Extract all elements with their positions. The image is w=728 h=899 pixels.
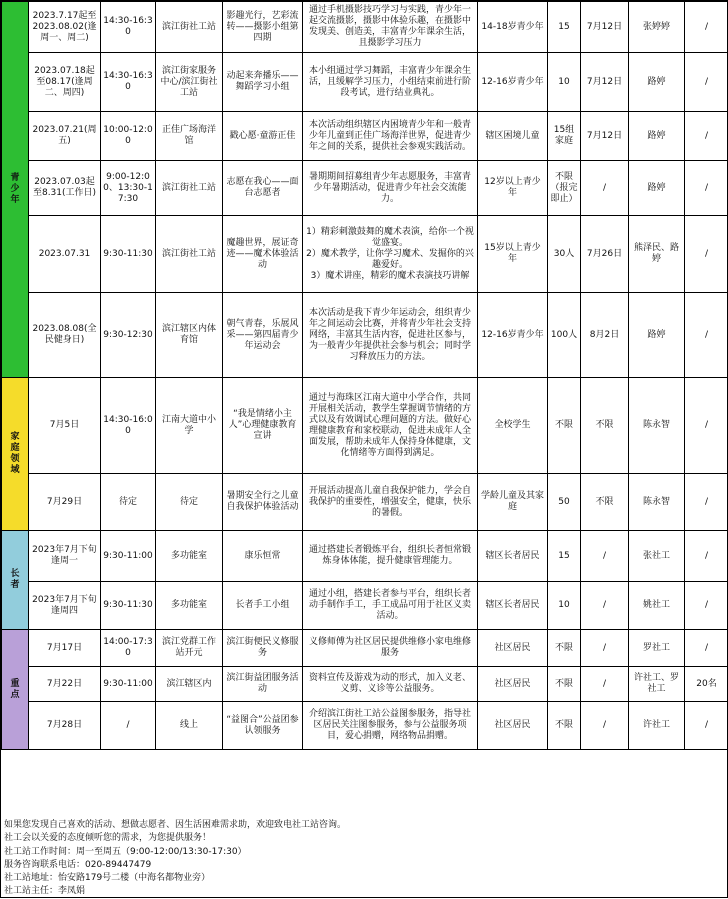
table-row	[2, 216, 728, 293]
deadline-cell: /	[581, 630, 629, 667]
deadline-cell: /	[581, 702, 629, 750]
deadline-cell: /	[581, 582, 629, 630]
target-cell: 社区居民	[478, 702, 548, 750]
quota-cell: 15	[548, 2, 581, 53]
activity-name-cell: 动起来奔播乐——舞蹈学习小组	[223, 53, 303, 112]
activity-name-cell: 滨江街便民义修服务	[223, 630, 303, 667]
quota-cell: 不限	[548, 630, 581, 667]
time-cell: 9:30-11:30	[101, 216, 156, 293]
place-cell: 滨江党群工作站开元	[156, 630, 223, 667]
table-row	[2, 2, 728, 53]
remark-cell: 20名	[685, 667, 728, 702]
remark-cell: /	[685, 2, 728, 53]
contact-cell: 路婷	[629, 161, 685, 216]
remark-cell: /	[685, 216, 728, 293]
deadline-cell: 7月12日	[581, 2, 629, 53]
remark-cell: /	[685, 582, 728, 630]
place-cell: 滨江辖区内	[156, 667, 223, 702]
remark-cell: /	[685, 53, 728, 112]
place-cell: 正佳广场海洋馆	[156, 112, 223, 161]
remark-cell: /	[685, 378, 728, 474]
date-cell: 7月28日	[29, 702, 101, 750]
deadline-cell: 7月26日	[581, 216, 629, 293]
contact-cell: 张婷婷	[629, 2, 685, 53]
time-cell: 9:30-11:30	[101, 582, 156, 630]
quota-cell: 30人	[548, 216, 581, 293]
target-cell: 社区居民	[478, 630, 548, 667]
time-cell: 14:00-17:30	[101, 630, 156, 667]
deadline-cell: /	[581, 161, 629, 216]
time-cell: /	[101, 702, 156, 750]
remark-cell: /	[685, 161, 728, 216]
date-cell: 7月5日	[29, 378, 101, 474]
activity-name-cell: 影趣光行，艺彩流转——摄影小组第四期	[223, 2, 303, 53]
content-cell: 暑期期间招募组青少年志愿服务，丰富青少年暑期活动，促进青少年社会交流能力。	[303, 161, 478, 216]
date-cell: 2023.07.03起至8.31(工作日)	[29, 161, 101, 216]
time-cell: 9:30-11:00	[101, 667, 156, 702]
deadline-cell: 8月2日	[581, 293, 629, 378]
target-cell: 12-16岁青少年	[478, 293, 548, 378]
date-cell: 2023.08.08(全民健身日)	[29, 293, 101, 378]
place-cell: 江南大道中小学	[156, 378, 223, 474]
quota-cell: 50	[548, 474, 581, 531]
footer-line: 社工会以关爱的态度倾听您的需求，为您提供服务！	[4, 832, 724, 845]
date-cell: 2023年7月下旬逢周一	[29, 531, 101, 582]
date-cell: 2023.7.17起至2023.08.02(逢周一、周二)	[29, 2, 101, 53]
target-cell: 学龄儿童及其家庭	[478, 474, 548, 531]
content-cell: 资料宣传及游戏为动的形式，加入义老、义剪、义诊等公益服务。	[303, 667, 478, 702]
remark-cell: /	[685, 112, 728, 161]
time-cell: 10:00-12:00	[101, 112, 156, 161]
time-cell: 14:30-16:30	[101, 53, 156, 112]
footer-line: 社工站主任：李凤娟	[4, 885, 724, 898]
remark-cell: /	[685, 630, 728, 667]
place-cell: 滨江街家服务中心/滨江街社工站	[156, 53, 223, 112]
contact-cell: 姚社工	[629, 582, 685, 630]
quota-cell: 100人	[548, 293, 581, 378]
table-row	[2, 293, 728, 378]
activity-name-cell: 魔趣世界，展证奇迹——魔术体验活动	[223, 216, 303, 293]
table-row	[2, 702, 728, 750]
category-family: 家 庭 领 域	[2, 378, 29, 531]
time-cell: 9:30-12:30	[101, 293, 156, 378]
table-row	[2, 531, 728, 582]
place-cell: 滨江街社工站	[156, 2, 223, 53]
table-row	[2, 582, 728, 630]
content-cell: 本次活动是我下青少年运动会，组织青少年之间运动会比赛，并将青少年社会支持网络，丰富其生活内容，促进社区参与，为一般青少年提供社会参与机会；同时学习释放压力的方法。	[303, 293, 478, 378]
quota-cell: 15	[548, 531, 581, 582]
content-cell: 本小组通过学习舞蹈，丰富青少年课余生活，且缓解学习压力，小组结束前进行阶段考试，进行结业典礼。	[303, 53, 478, 112]
footer-line: 如果您发现自己喜欢的活动、想做志愿者、因生活困难需求助，欢迎致电社工站咨询。	[4, 819, 724, 832]
deadline-cell: 不限	[581, 474, 629, 531]
content-cell: 通过搭建长者锻炼平台，组织长者恒常锻炼身体体能，提升健康管理能力。	[303, 531, 478, 582]
target-cell: 社区居民	[478, 667, 548, 702]
target-cell: 辖区困境儿童	[478, 112, 548, 161]
table-row	[2, 667, 728, 702]
contact-cell: 路婷	[629, 112, 685, 161]
quota-cell: 15组家庭	[548, 112, 581, 161]
content-cell: 本次活动组织辖区内困境青少年和一般青少年儿童到正佳广场海洋世界，促进青少年之间的关系，提供社会参观实践活动。	[303, 112, 478, 161]
activity-name-cell: 戳心愿·童游正佳	[223, 112, 303, 161]
time-cell: 14:30-16:00	[101, 378, 156, 474]
table-row	[2, 53, 728, 112]
place-cell: 滨江街社工站	[156, 216, 223, 293]
quota-cell: 不限	[548, 702, 581, 750]
place-cell: 多功能室	[156, 531, 223, 582]
activity-name-cell: 朝气青春，乐展风采——第四届青少年运动会	[223, 293, 303, 378]
place-cell: 待定	[156, 474, 223, 531]
footer-notes	[4, 819, 724, 899]
activity-table	[1, 1, 728, 750]
date-cell: 2023年7月下旬逢周四	[29, 582, 101, 630]
target-cell: 15岁以上青少年	[478, 216, 548, 293]
contact-cell: 张社工	[629, 531, 685, 582]
activity-name-cell: 暑期安全行之儿童自我保护体验活动	[223, 474, 303, 531]
deadline-cell: 不限	[581, 378, 629, 474]
date-cell: 7月17日	[29, 630, 101, 667]
target-cell: 辖区长者居民	[478, 582, 548, 630]
target-cell: 全校学生	[478, 378, 548, 474]
place-cell: 滨江街社工站	[156, 161, 223, 216]
target-cell: 辖区长者居民	[478, 531, 548, 582]
activity-name-cell: 康乐恒常	[223, 531, 303, 582]
deadline-cell: 7月12日	[581, 53, 629, 112]
time-cell: 待定	[101, 474, 156, 531]
remark-cell: /	[685, 702, 728, 750]
table-row	[2, 474, 728, 531]
footer-line: 社工站地址：怡安路179号二楼（中海名都物业旁）	[4, 872, 724, 885]
contact-cell: 陈永智	[629, 378, 685, 474]
table-row	[2, 630, 728, 667]
content-cell: 介绍滨江街社工站公益图参服务，指导社区居民关注图参服务，参与公益服务项目，爱心捐赠，网络物品捐赠。	[303, 702, 478, 750]
activity-name-cell: 志愿在我心——面台志愿者	[223, 161, 303, 216]
activity-name-cell: 长者手工小组	[223, 582, 303, 630]
footer-line: 服务咨询联系电话：020-89447479	[4, 859, 724, 872]
content-cell: 1）精彩刺激鼓舞的魔术表演，给你一个视觉盛宴。 2）魔术教学，让你学习魔术、发掘你的兴趣爱好。 3）魔术讲座，精彩的魔术表演技巧讲解	[303, 216, 478, 293]
activity-name-cell: “益图合”公益团参认领服务	[223, 702, 303, 750]
place-cell: 滨江辖区内体育馆	[156, 293, 223, 378]
time-cell: 14:30-16:30	[101, 2, 156, 53]
contact-cell: 熊泽民、路婷	[629, 216, 685, 293]
contact-cell: 路婷	[629, 53, 685, 112]
activity-name-cell: 滨江街益团服务活动	[223, 667, 303, 702]
table-row	[2, 161, 728, 216]
time-cell: 9:00-12:00、13:30-17:30	[101, 161, 156, 216]
quota-cell: 不限	[548, 667, 581, 702]
category-elderly: 长 者	[2, 531, 29, 630]
table-row	[2, 112, 728, 161]
content-cell: 通过手机摄影技巧学习与实践，青少年一起交流摄影，摄影中体验乐趣，在摄影中发现美、创造美，丰富青少年课余生活，且摄影学习压力	[303, 2, 478, 53]
contact-cell: 陈永智	[629, 474, 685, 531]
quota-cell: 不限	[548, 378, 581, 474]
quota-cell: 10	[548, 582, 581, 630]
date-cell: 7月22日	[29, 667, 101, 702]
contact-cell: 罗社工	[629, 630, 685, 667]
place-cell: 线上	[156, 702, 223, 750]
contact-cell: 许社工	[629, 702, 685, 750]
contact-cell: 路婷	[629, 293, 685, 378]
category-youth: 青 少 年	[2, 2, 29, 378]
activity-name-cell: “我是情绪小主人”心理健康教育宣讲	[223, 378, 303, 474]
remark-cell: /	[685, 531, 728, 582]
quota-cell: 10	[548, 53, 581, 112]
footer-line: 社工站工作时间：周一至周五（9:00-12:00/13:30-17:30）	[4, 846, 724, 859]
date-cell: 7月29日	[29, 474, 101, 531]
time-cell: 9:30-11:00	[101, 531, 156, 582]
place-cell: 多功能室	[156, 582, 223, 630]
quota-cell: 不限（报完即止）	[548, 161, 581, 216]
deadline-cell: /	[581, 667, 629, 702]
target-cell: 14-18岁青少年	[478, 2, 548, 53]
content-cell: 通过与海珠区江南大道中小学合作，共同开展相关活动，教学生掌握调节情绪的方式以及有效调试心理问题的方法。做好心理健康教育和家校联动，促进未成年人全面发展，帮助未成年人保持身体健康，文化情绪等方面得到满足。	[303, 378, 478, 474]
date-cell: 2023.07.31	[29, 216, 101, 293]
table-row	[2, 378, 728, 474]
content-cell: 通过小组，搭建长者参与平台，组织长者动手制作手工，手工成品可用于社区义卖活动。	[303, 582, 478, 630]
remark-cell: /	[685, 293, 728, 378]
contact-cell: 许社工、罗社工	[629, 667, 685, 702]
date-cell: 2023.07.21(周五)	[29, 112, 101, 161]
target-cell: 12-16岁青少年	[478, 53, 548, 112]
remark-cell: /	[685, 474, 728, 531]
target-cell: 12岁以上青少年	[478, 161, 548, 216]
content-cell: 开展活动提高儿童自我保护能力，学会自我保护的重要性，增强安全，健康，快乐的暑假。	[303, 474, 478, 531]
category-key: 重 点	[2, 630, 29, 750]
deadline-cell: 7月12日	[581, 112, 629, 161]
date-cell: 2023.07.18起至08.17(逢周二、周四)	[29, 53, 101, 112]
deadline-cell: /	[581, 531, 629, 582]
content-cell: 义修师傅为社区居民提供维修小家电维修服务	[303, 630, 478, 667]
